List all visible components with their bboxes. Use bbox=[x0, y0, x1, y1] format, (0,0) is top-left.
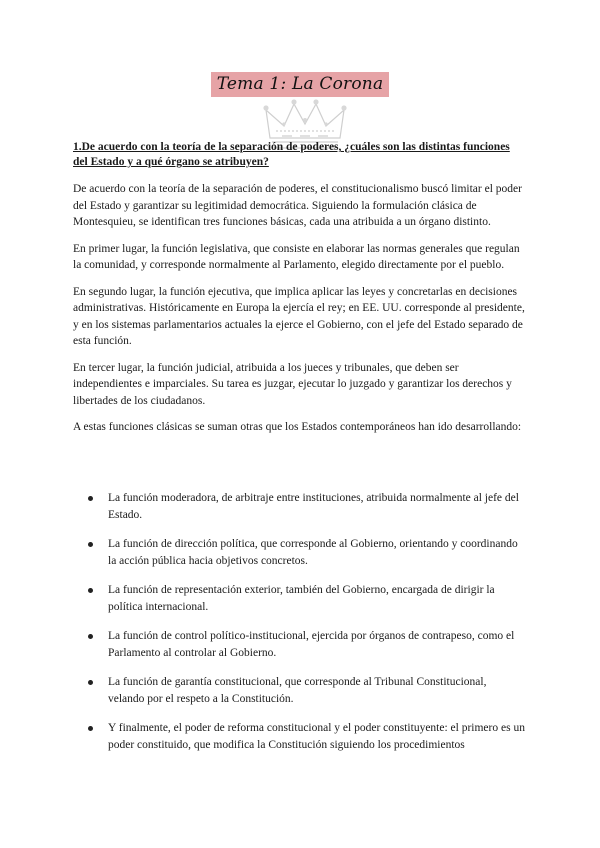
list-item bbox=[73, 674, 525, 707]
paragraph: De acuerdo con la teoría de la separación de poderes, el constitucionalismo buscó limitar el poder del Estado y garantizar su legitimidad democrática. Siguiendo la formulación clásica de Montesquieu, se identifican tres funciones básicas, cada una atribuida a un órgano distinto. bbox=[73, 183, 522, 228]
bullet-icon bbox=[88, 588, 93, 593]
bullet-icon bbox=[88, 634, 93, 639]
list-item-text: La función de control político-institucional, ejercida por órganos de contrapeso, como el Parlamento al controlar al Gobierno. bbox=[108, 630, 515, 659]
list-item-text: La función de dirección política, que corresponde al Gobierno, orientando y coordinando la acción pública hacia objetivos concretos. bbox=[108, 538, 518, 567]
paragraph: En segundo lugar, la función ejecutiva, que implica aplicar las leyes y concretarlas en decisiones administrativas. Históricamente en Europa la ejercía el rey; en EE. UU. corresponde al presidente, y en los sistemas parlamentarios actuales la ejerce el Gobierno, con el jefe del Estado separado de esta función. bbox=[73, 285, 525, 347]
page-title: Tema 1: La Corona bbox=[211, 72, 390, 97]
title-wrapper bbox=[0, 72, 600, 97]
paragraph: En tercer lugar, la función judicial, atribuida a los jueces y tribunales, que deben ser independientes e imparciales. Su tarea es juzgar, ejecutar lo juzgado y garantizar los derechos y libertades de los ciudadanos. bbox=[73, 361, 512, 407]
list-item bbox=[73, 536, 525, 569]
body-text bbox=[73, 181, 525, 446]
list-item-text: Y finalmente, el poder de reforma constitucional y el poder constituyente: el primero es un poder constituido, que modifica la Constitución siguiendo los procedimientos bbox=[108, 722, 525, 751]
list-item bbox=[73, 582, 525, 615]
bullet-icon bbox=[88, 680, 93, 685]
function-list bbox=[73, 490, 525, 766]
paragraph: En primer lugar, la función legislativa, que consiste en elaborar las normas generales que regulan la comunidad, y corresponde normalmente al Parlamento, elegido directamente por el pueblo. bbox=[73, 242, 520, 271]
list-item-text: La función de representación exterior, también del Gobierno, encargada de dirigir la política internacional. bbox=[108, 584, 495, 613]
paragraph: A estas funciones clásicas se suman otras que los Estados contemporáneos han ido desarrollando: bbox=[73, 421, 522, 433]
bullet-icon bbox=[88, 496, 93, 501]
bullet-icon bbox=[88, 726, 93, 731]
question-heading: 1.De acuerdo con la teoría de la separación de poderes, ¿cuáles son las distintas funciones del Estado y a qué órgano se atribuyen? bbox=[73, 141, 510, 168]
list-item bbox=[73, 628, 525, 661]
list-item bbox=[73, 490, 525, 523]
bullet-icon bbox=[88, 542, 93, 547]
list-item-text: La función de garantía constitucional, que corresponde al Tribunal Constitucional, velando por el respeto a la Constitución. bbox=[108, 676, 487, 705]
list-item bbox=[73, 720, 525, 753]
list-item-text: La función moderadora, de arbitraje entre instituciones, atribuida normalmente al jefe del Estado. bbox=[108, 492, 519, 521]
